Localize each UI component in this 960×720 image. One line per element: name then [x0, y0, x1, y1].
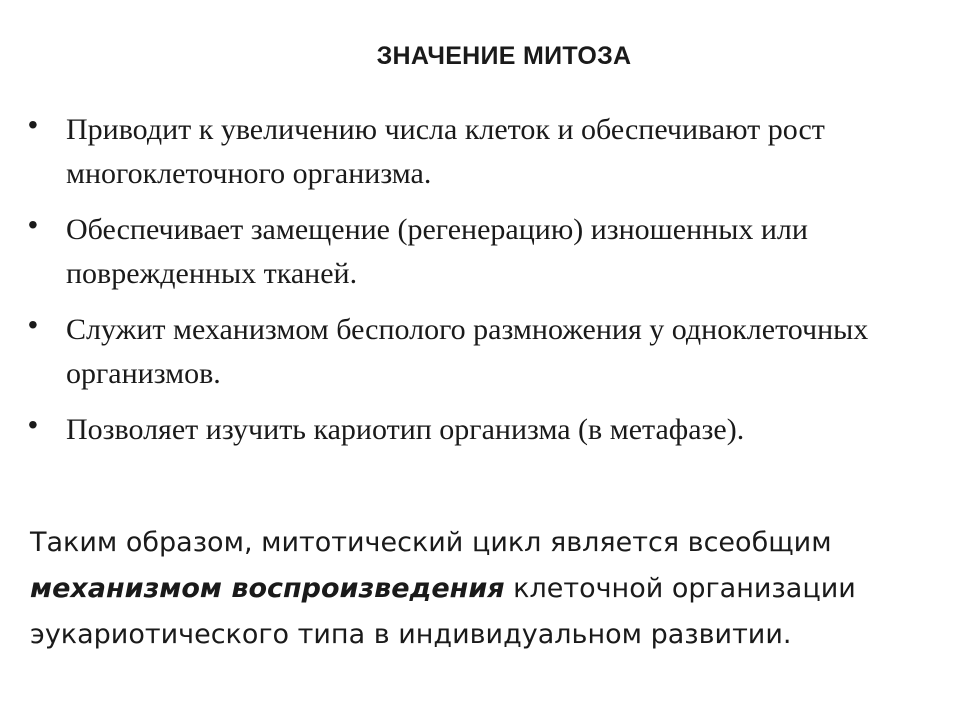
bullet-icon: •: [28, 309, 38, 340]
bullet-text: Приводит к увеличению числа клеток и обеспечивают рост многоклеточного организма.: [66, 113, 825, 190]
bullet-icon: •: [28, 109, 38, 140]
summary-paragraph: [30, 520, 930, 658]
bullet-icon: •: [28, 209, 38, 240]
bullet-text: Обеспечивает замещение (регенерацию) изношенных или поврежденных тканей.: [66, 213, 808, 290]
bullet-icon: •: [28, 409, 38, 440]
summary-emphasis: механизмом воспроизведения: [30, 573, 505, 604]
bullet-text: Позволяет изучить кариотип организма (в метафазе).: [66, 413, 745, 446]
summary-text-start: Таким образом, митотический цикл является всеобщим: [30, 527, 832, 558]
bullet-item: [28, 208, 928, 296]
summary-text-end: клеточной организации эукариотического типа в индивидуальном развитии.: [30, 573, 856, 650]
bullet-item: [28, 408, 928, 452]
bullet-text: Служит механизмом бесполого размножения у одноклеточных организмов.: [66, 313, 869, 390]
bullet-item: [28, 308, 928, 396]
bullet-item: [28, 108, 928, 196]
bullet-list: [28, 108, 928, 464]
slide-title: ЗНАЧЕНИЕ МИТОЗА: [376, 42, 632, 70]
